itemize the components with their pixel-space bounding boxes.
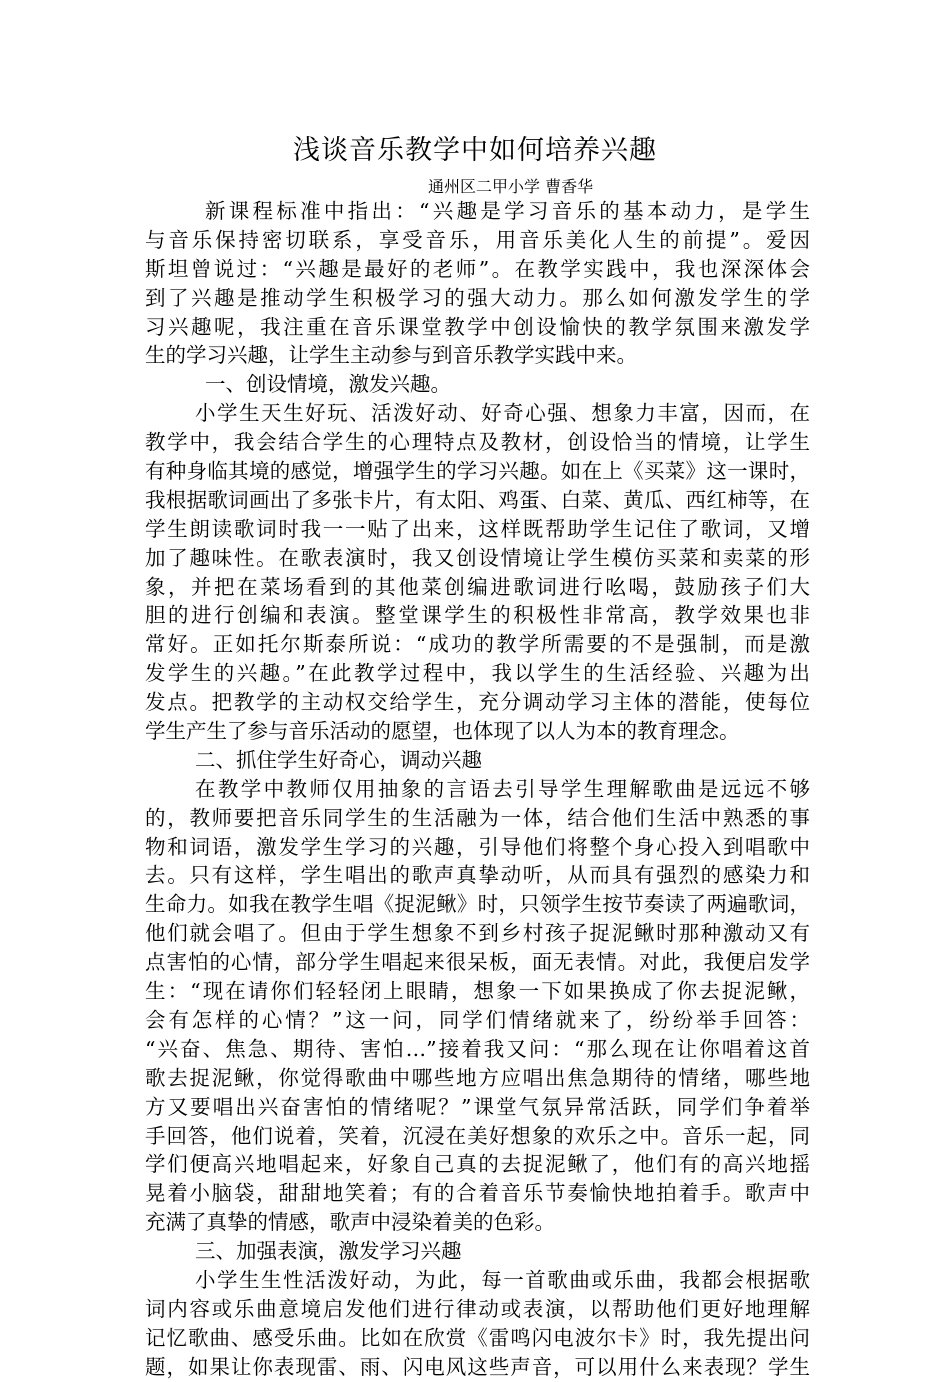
text-line: 教学中，我会结合学生的心理特点及教材，创设恰当的情境，让学生 xyxy=(145,430,810,455)
text-line: 物和词语，激发学生学习的兴趣，引导他们将整个身心投入到唱歌中 xyxy=(145,834,810,859)
text-line: 小学生生性活泼好动，为此，每一首歌曲或乐曲，我都会根据歌 xyxy=(195,1267,810,1292)
text-line: 发学生的兴趣。”在此教学过程中，我以学生的生活经验、兴趣为出 xyxy=(145,661,810,686)
text-line: 学们便高兴地唱起来，好象自己真的去捉泥鳅了，他们有的高兴地摇 xyxy=(145,1152,810,1177)
text-line: 与音乐保持密切联系，享受音乐，用音乐美化人生的前提”。爱因 xyxy=(145,227,810,252)
author-line: 通州区二甲小学 曹香华 xyxy=(428,177,594,196)
document-body xyxy=(145,197,810,1382)
text-line: 手回答，他们说着，笑着，沉浸在美好想象的欢乐之中。音乐一起，同 xyxy=(145,1123,810,1148)
text-line: 晃着小脑袋，甜甜地笑着；有的合着音乐节奏愉快地拍着手。歌声中 xyxy=(145,1181,810,1206)
text-line: 方又要唱出兴奋害怕的情绪呢？”课堂气氛异常活跃，同学们争着举 xyxy=(145,1094,810,1119)
text-line: 象，并把在菜场看到的其他菜创编进歌词进行吆喝，鼓励孩子们大 xyxy=(145,574,810,599)
text-line: 小学生天生好玩、活泼好动、好奇心强、想象力丰富，因而，在 xyxy=(195,401,810,426)
text-line: 词内容或乐曲意境启发他们进行律动或表演，以帮助他们更好地理解 xyxy=(145,1296,810,1321)
text-line: “兴奋、焦急、期待、害怕…”接着我又问：“那么现在让你唱着这首 xyxy=(145,1036,810,1061)
text-line: 生命力。如我在教学生唱《捉泥鳅》时，只领学生按节奏读了两遍歌词， xyxy=(145,892,810,917)
text-line: 生：“现在请你们轻轻闭上眼睛，想象一下如果换成了你去捉泥鳅， xyxy=(145,979,810,1004)
text-line: 记忆歌曲、感受乐曲。比如在欣赏《雷鸣闪电波尔卡》时，我先提出问 xyxy=(145,1325,810,1350)
text-line: 我根据歌词画出了多张卡片，有太阳、鸡蛋、白菜、黄瓜、西红柿等，在 xyxy=(145,487,810,512)
text-line: 题，如果让你表现雷、雨、闪电风这些声音，可以用什么来表现？学生 xyxy=(145,1354,810,1379)
text-line: 充满了真挚的情感，歌声中浸染着美的色彩。 xyxy=(145,1210,555,1235)
text-line: 习兴趣呢，我注重在音乐课堂教学中创设愉快的教学氛围来激发学 xyxy=(145,314,810,339)
text-line: 胆的进行创编和表演。整堂课学生的积极性非常高，教学效果也非 xyxy=(145,603,810,628)
text-line: 斯坦曾说过：“兴趣是最好的老师”。在教学实践中，我也深深体会 xyxy=(145,256,810,281)
text-line: 常好。正如托尔斯泰所说：“成功的教学所需要的不是强制，而是激 xyxy=(145,632,810,657)
section-heading: 一、创设情境，激发兴趣。 xyxy=(205,372,451,397)
text-line: 点害怕的心情，部分学生唱起来很呆板，面无表情。对此，我便启发学 xyxy=(145,950,810,975)
text-line: 学生朗读歌词时我一一贴了出来，这样既帮助学生记住了歌词，又增 xyxy=(145,516,810,541)
text-line: 会有怎样的心情？”这一问，同学们情绪就来了，纷纷举手回答： xyxy=(145,1007,810,1032)
text-line: 到了兴趣是推动学生积极学习的强大动力。那么如何激发学生的学 xyxy=(145,285,810,310)
text-line: 有种身临其境的感觉，增强学生的学习兴趣。如在上《买菜》这一课时， xyxy=(145,459,810,484)
text-line: 学生产生了参与音乐活动的愿望，也体现了以人为本的教育理念。 xyxy=(145,719,740,744)
section-heading: 三、加强表演，激发学习兴趣 xyxy=(195,1239,462,1264)
text-line: 歌去捉泥鳅，你觉得歌曲中哪些地方应唱出焦急期待的情绪，哪些地 xyxy=(145,1065,810,1090)
text-line: 加了趣味性。在歌表演时，我又创设情境让学生模仿买菜和卖菜的形 xyxy=(145,545,810,570)
section-heading: 二、抓住学生好奇心，调动兴趣 xyxy=(195,747,482,772)
text-line: 在教学中教师仅用抽象的言语去引导学生理解歌曲是远远不够 xyxy=(195,776,810,801)
text-line: 发点。把教学的主动权交给学生，充分调动学习主体的潜能，使每位 xyxy=(145,690,810,715)
document-title: 浅谈音乐教学中如何培养兴趣 xyxy=(293,135,657,166)
text-line: 他们就会唱了。但由于学生想象不到乡村孩子捉泥鳅时那种激动又有 xyxy=(145,921,810,946)
text-line: 新课程标准中指出：“兴趣是学习音乐的基本动力，是学生 xyxy=(205,199,810,223)
text-line: 的，教师要把音乐同学生的生活融为一体，结合他们生活中熟悉的事 xyxy=(145,805,810,830)
text-line: 去。只有这样，学生唱出的歌声真挚动听，从而具有强烈的感染力和 xyxy=(145,863,810,888)
text-line: 生的学习兴趣，让学生主动参与到音乐教学实践中来。 xyxy=(145,343,637,368)
